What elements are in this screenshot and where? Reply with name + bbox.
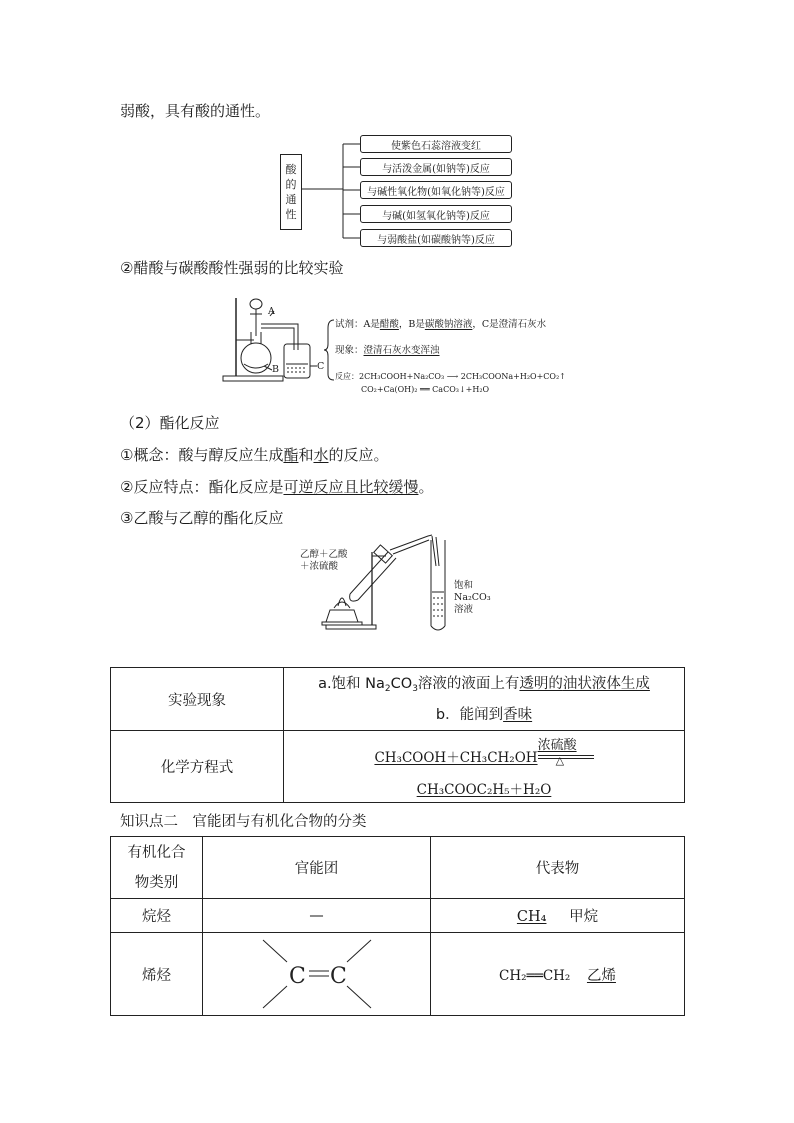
eq-right: CH₃COOC₂H₅＋H₂O (416, 781, 552, 798)
equation-header: 化学方程式 (111, 731, 284, 803)
concept-conj: 和 (298, 446, 314, 464)
eq-line (538, 755, 594, 756)
acid-prop-item: 与碱(如氢氧化钠等)反应 (360, 205, 512, 223)
reagent-line (335, 319, 546, 331)
category-cell: 烯烃 (111, 933, 203, 1016)
concept-ester: 酯 (283, 446, 299, 464)
label-a: A (268, 306, 275, 317)
right-label-3: 溶液 (454, 604, 474, 615)
header-representative: 代表物 (431, 837, 685, 899)
acid-prop-item: 使紫色石蕊溶液变红 (360, 135, 512, 153)
equation-cell (284, 731, 685, 803)
group-cell: — (203, 899, 431, 933)
table-row (111, 668, 685, 731)
sub: 3 (412, 683, 418, 694)
rep-name: 甲烷 (569, 909, 599, 925)
phen-a-text: 溶液的液面上有 (417, 675, 520, 692)
feature-suffix: 。 (418, 478, 434, 496)
classification-table (110, 836, 685, 1016)
header-category (111, 837, 203, 899)
label-b: B (272, 364, 279, 375)
concept-suffix: 的反应。 (328, 446, 389, 464)
feature-text: 可逆反应且比较缓慢 (283, 478, 419, 496)
representative-cell (431, 899, 685, 933)
phenomenon-cell (284, 668, 685, 731)
phen-a-prefix: a.饱和 Na (318, 675, 385, 692)
phen-a-mid: CO (390, 675, 413, 692)
left-label-1: 乙醇＋乙酸 (300, 549, 348, 560)
esterification-apparatus (298, 532, 498, 632)
concept-water: 水 (313, 446, 329, 464)
rep-formula: CH₄ (516, 909, 547, 925)
phenomenon-line (335, 345, 440, 357)
phenomenon-a (284, 671, 684, 702)
reaction-line-2: CO₂+Ca(OH)₂ ══ CaCO₃↓+H₂O (361, 385, 490, 394)
reaction-prefix: 反应： (335, 372, 359, 381)
reagent-prefix: 试剂：A是 (335, 319, 380, 330)
reaction-line-1 (335, 371, 566, 383)
table-row (111, 899, 685, 933)
eq-catalyst: 浓硫酸 (537, 737, 577, 753)
ester-heading: ③乙酸与乙醇的酯化反应 (120, 509, 284, 527)
alkene-group-drawing (257, 936, 377, 1012)
table-row (111, 837, 685, 899)
phen-b-prefix: b．能闻到 (435, 706, 504, 723)
phenomenon-b (284, 702, 684, 728)
category-cell: 烷烃 (111, 899, 203, 933)
acid-prop-item: 与弱酸盐(如碳酸钠等)反应 (360, 229, 512, 247)
concept-prefix: ①概念：酸与醇反应生成 (120, 446, 284, 464)
experiment-table (110, 667, 685, 803)
label-char: 通 (285, 193, 297, 206)
acid-properties-diagram (280, 132, 520, 248)
rep-name: 乙烯 (586, 967, 616, 984)
label-char: 的 (285, 178, 297, 191)
phen-b-u: 香味 (503, 706, 533, 723)
section2-title: 知识点二 官能团与有机化合物的分类 (120, 814, 367, 830)
reagent-b: 碳酸钠溶液 (424, 319, 473, 330)
eq-left: CH₃COOH＋CH₃CH₂OH (374, 749, 538, 766)
compare-heading: ②醋酸与碳酸酸性强弱的比较实验 (120, 259, 344, 277)
header-line: 物类别 (134, 874, 179, 891)
reagent-mid: ，B是 (398, 319, 425, 330)
feature-line (120, 477, 433, 497)
label-char: 性 (285, 208, 297, 221)
representative-cell (431, 933, 685, 1016)
equation-top (284, 736, 684, 766)
svg-text:C: C (329, 964, 347, 989)
group-cell (203, 933, 431, 1016)
right-label-2: Na₂CO₃ (454, 592, 491, 603)
reagent-a: 醋酸 (379, 319, 399, 330)
acetic-carbonic-apparatus (220, 292, 580, 392)
eq-arrow (538, 736, 594, 766)
right-label-1: 饱和 (454, 580, 474, 591)
svg-text:C: C (288, 964, 306, 989)
label-char: 酸 (285, 163, 297, 176)
acid-prop-item: 与活泼金属(如钠等)反应 (360, 158, 512, 176)
table-row (111, 933, 685, 1016)
feature-prefix: ②反应特点：酯化反应是 (120, 478, 284, 496)
intro-line: 弱酸，具有酸的通性。 (120, 102, 271, 120)
phenomenon-header: 实验现象 (111, 668, 284, 731)
header-line: 有机化合 (127, 844, 186, 861)
header-group: 官能团 (203, 837, 431, 899)
phenomenon-text: 澄清石灰水变浑浊 (363, 345, 440, 356)
eq-line (538, 758, 594, 759)
concept-line (120, 445, 389, 465)
reaction-1: 2CH₃COOH+Na₂CO₃ ⟶ 2CH₃COONa+H₂O+CO₂↑ (359, 372, 566, 381)
rep-formula: CH₂══CH₂ (499, 967, 571, 984)
left-label-2: ＋浓硫酸 (300, 561, 339, 572)
phen-a-u2: 油状液体生成 (562, 675, 650, 692)
acid-prop-item: 与碱性氧化物(如氧化钠等)反应 (360, 181, 512, 199)
esterification-heading: （2）酯化反应 (120, 414, 220, 432)
phenomenon-prefix: 现象： (335, 345, 364, 356)
label-c: C (317, 361, 325, 372)
table-row (111, 731, 685, 803)
eq-cond: △ (555, 753, 565, 767)
phen-a-u1: 透明的 (519, 675, 563, 692)
sub: 2 (384, 683, 391, 694)
reagent-suffix: ，C是澄清石灰水 (472, 319, 547, 330)
